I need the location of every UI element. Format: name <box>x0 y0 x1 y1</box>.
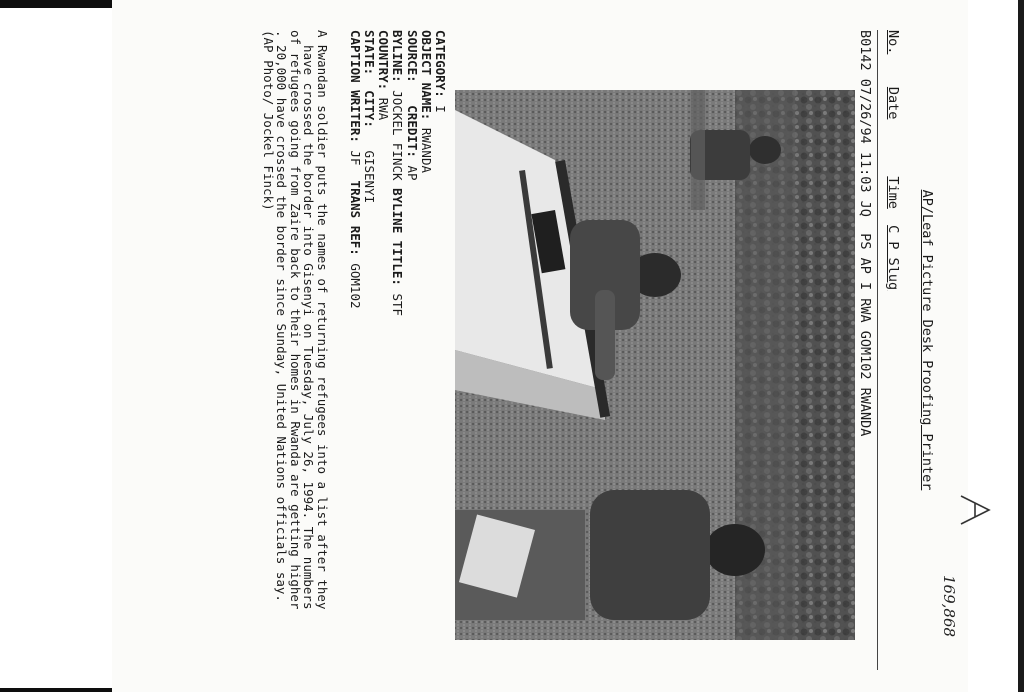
handwritten-a-mark <box>955 490 995 530</box>
field-category: CATEGORY: I <box>433 30 448 113</box>
printed-proof-sheet <box>235 30 935 680</box>
field-state-city: STATE: CITY: GISENYI <box>361 30 377 204</box>
header-columns <box>885 30 901 670</box>
photo-caption <box>261 30 329 670</box>
field-country: COUNTRY: RWA <box>376 30 392 121</box>
caption-line: A Rwandan soldier puts the names of returning refugees into a list after they <box>315 30 330 610</box>
col-no: No. <box>885 30 901 55</box>
header-rule <box>877 30 878 670</box>
scan-frame-edge <box>1018 0 1024 692</box>
caption-line: have crossed the border into Gisenyi on Tuesday, July 26, 1994. The numbers <box>301 30 317 610</box>
field-caption-writer: CAPTION WRITER: JF TRANS REF: GOM102 <box>347 30 363 309</box>
header-record-row: B0142 07/26/94 11:03 JQ PS AP I RWA GOM102 RWANDA <box>857 30 873 437</box>
field-object-name: OBJECT NAME: RWANDA <box>418 30 434 173</box>
handwritten-number: 169,868 <box>940 575 958 638</box>
scan-white-strip <box>0 8 120 688</box>
col-time: Time <box>885 176 901 209</box>
caption-line: . 20,000 have crossed the border since Sunday, United Nations officials say. <box>274 30 290 602</box>
col-date: Date <box>885 86 901 120</box>
news-photo <box>455 90 855 640</box>
field-source-credit: SOURCE: CREDIT: AP <box>404 30 420 181</box>
photo-rendering <box>455 90 855 640</box>
caption-line: of refugees going from Zaire back to their homes in Rwanda are getting higher <box>287 30 303 610</box>
header-title: AP/Leaf Picture Desk Proofing Printer <box>919 189 935 491</box>
col-cp-slug: C P Slug <box>885 225 901 291</box>
scan-frame-right <box>968 0 1024 692</box>
field-byline: BYLINE: JOCKEL FINCK BYLINE TITLE: STF <box>390 30 406 317</box>
caption-line: (AP Photo/ Jockel Finck) <box>260 30 276 211</box>
metadata-fields <box>348 30 447 670</box>
